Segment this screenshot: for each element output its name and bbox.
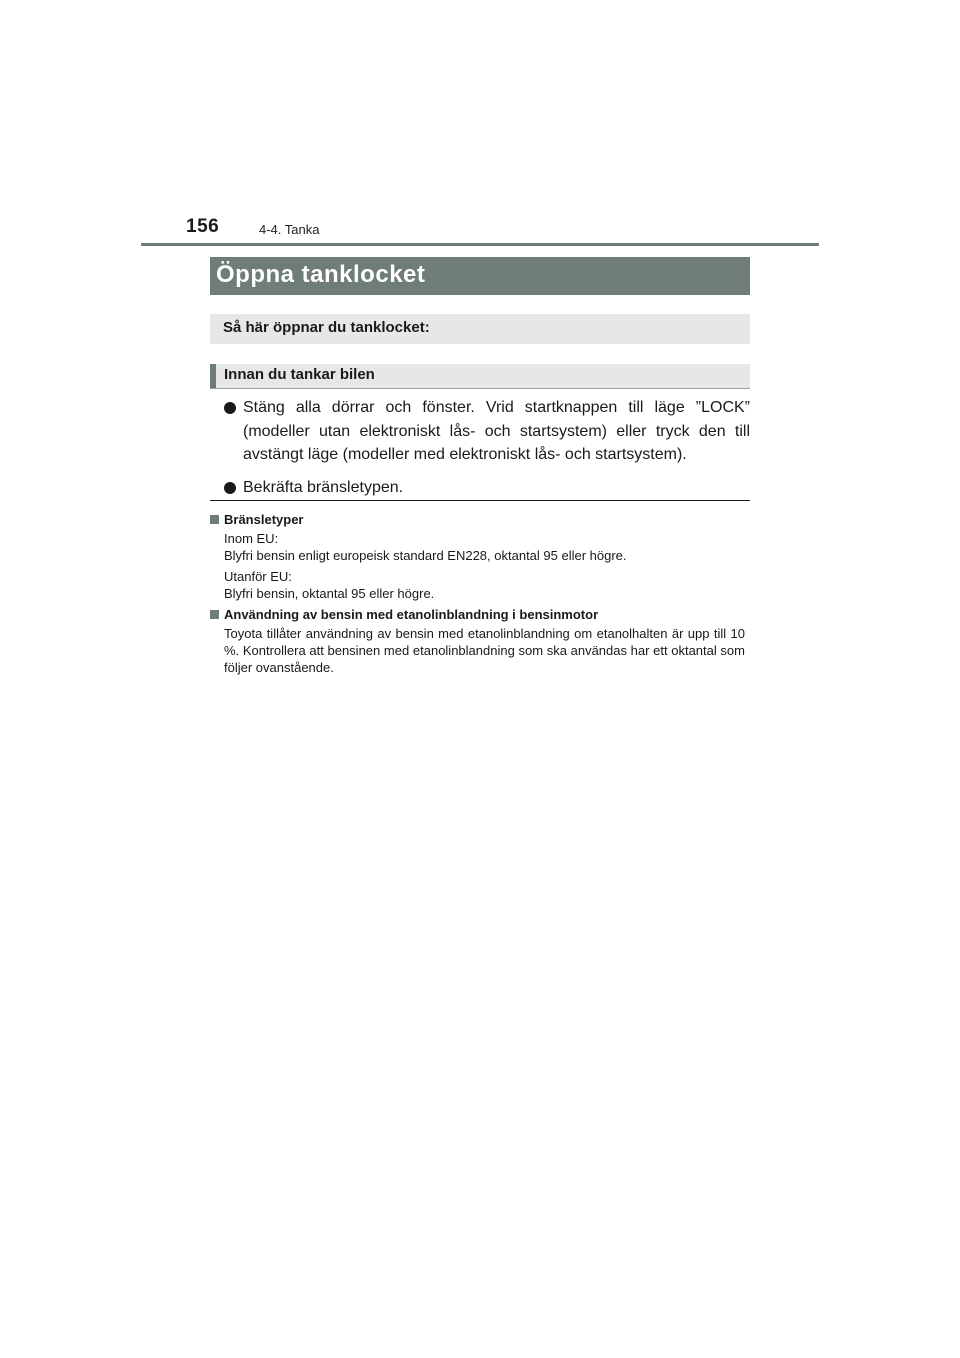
howto-heading: Så här öppnar du tanklocket: <box>223 319 430 336</box>
page-title: Öppna tanklocket <box>216 261 426 288</box>
note-ethanol <box>210 606 745 676</box>
heading-accent <box>210 364 216 388</box>
bullet-dot-icon <box>224 402 236 414</box>
note-paragraph: Toyota tillåter användning av bensin med etanolinblandning om etanolhalten är upp till 10 %. Kontrollera att bensinen med etanolinblandning som ska användas har ett oktantal som följer ovanstående. <box>224 626 745 675</box>
note-line: Blyfri bensin enligt europeisk standard EN228, oktantal 95 eller högre. <box>224 548 627 563</box>
note-body <box>210 625 745 676</box>
section-label: 4-4. Tanka <box>259 222 320 237</box>
note-line: Utanför EU: <box>224 569 292 584</box>
before-refuel-bar <box>210 364 750 389</box>
bullet-item <box>224 476 750 500</box>
bullet-text: Bekräfta bränsletypen. <box>243 478 404 496</box>
bullet-item <box>224 396 750 467</box>
note-heading <box>210 511 745 528</box>
bullet-dot-icon <box>224 482 236 494</box>
note-paragraph <box>224 568 745 602</box>
before-refuel-heading: Innan du tankar bilen <box>224 366 375 383</box>
howto-bar <box>210 314 750 344</box>
note-heading <box>210 606 745 623</box>
page-number: 156 <box>186 216 220 237</box>
note-line: Blyfri bensin, oktantal 95 eller högre. <box>224 586 435 601</box>
header-rule <box>141 243 819 246</box>
bullet-text: Stäng alla dörrar och fönster. Vrid startknappen till läge ”LOCK” (modeller utan elektroniskt lås- och startsystem) eller tryck den till avstängt läge (modeller med elektroniskt lås- och startsystem). <box>243 399 750 463</box>
note-body <box>210 530 745 602</box>
page-title-bar <box>210 257 750 295</box>
square-bullet-icon <box>210 610 219 619</box>
note-paragraph <box>224 530 745 564</box>
note-line: Inom EU: <box>224 531 279 546</box>
square-bullet-icon <box>210 515 219 524</box>
note-heading-text: Bränsletyper <box>224 512 304 527</box>
bullet-list <box>224 396 750 508</box>
note-fuel-types <box>210 511 745 602</box>
divider <box>210 500 750 501</box>
note-heading-text: Användning av bensin med etanolinblandning i bensinmotor <box>224 607 599 622</box>
notes-section <box>210 511 745 680</box>
